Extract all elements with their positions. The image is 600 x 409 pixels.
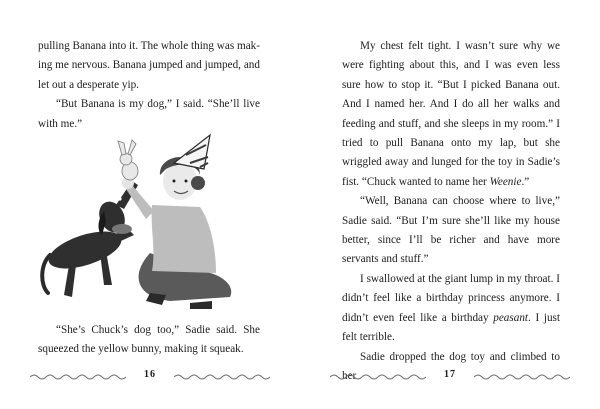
wave-ornament-left	[330, 372, 426, 382]
left-page-footer	[30, 369, 270, 389]
wave-ornament-left	[30, 372, 126, 382]
page-number: 17	[444, 369, 456, 380]
right-page-text	[342, 37, 560, 386]
text-run: . I just felt terrible.	[342, 311, 560, 344]
right-page	[300, 0, 600, 409]
paragraph	[342, 37, 560, 192]
paragraph: “Well, Banana can choose where to live,” Sadie said. “But I’m sure she’ll like my house better, since I’ll be richer and have more servants and stuff.”	[342, 195, 560, 266]
italic-text: Weenie	[489, 175, 522, 188]
wave-ornament-right	[174, 372, 270, 382]
girl-figure	[122, 135, 231, 309]
illustration-girl-with-dog	[40, 125, 240, 315]
text-run: .”	[521, 175, 530, 188]
bunny-toy	[118, 140, 138, 180]
paragraph: pulling Banana into it. The whole thing was making me nervous. Banana jumped and jumped, and let out a desperate yip.	[38, 40, 260, 91]
paragraph: Sadie dropped the dog toy and climbed to her	[342, 350, 560, 382]
paragraph	[342, 270, 560, 348]
text-run: My chest felt tight. I wasn’t sure why we were fighting about this, and I was even less sure how to stop it. “But I picked Banana out. And I named her. And I do all her walks and feeding and stuff, and she sleeps in my room.” I tried to pull Banana onto my lap, but she wriggled away and lunged for the toy in Sadie’s fist. “Chuck wanted to name her	[342, 40, 560, 188]
wave-ornament-right	[474, 372, 570, 382]
paragraph: “But Banana is my dog,” I said. “She’ll live with me.”	[38, 98, 260, 130]
page-number: 16	[144, 369, 156, 380]
left-page-bottom-text	[38, 321, 260, 360]
text-run: I swallowed at the giant lump in my throat. I didn’t feel like a birthday princess anymore. I didn’t even feel like a birthday	[342, 272, 560, 324]
left-page-top-text	[38, 37, 260, 134]
paragraph: “She’s Chuck’s dog too,” Sadie said. She squeezed the yellow bunny, making it squeak.	[38, 324, 260, 356]
italic-text: peasant	[493, 311, 529, 324]
right-page-footer	[330, 369, 570, 389]
dog-figure	[42, 181, 138, 297]
